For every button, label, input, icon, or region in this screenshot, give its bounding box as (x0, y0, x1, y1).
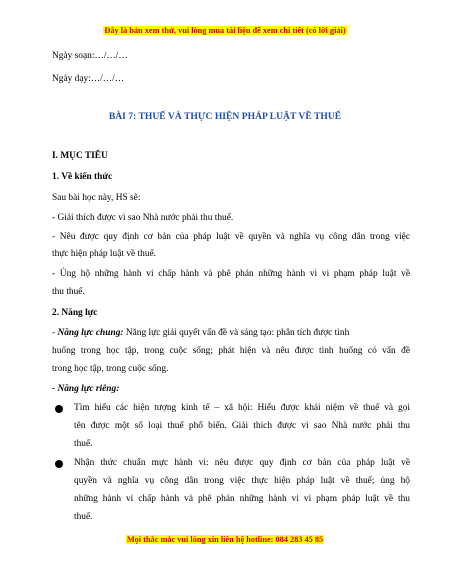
preview-notice-text: Đây là bản xem thử, vui lòng mua tài liệu để xem chi tiết (có lời giải) (104, 26, 346, 35)
lesson-title: BÀI 7: THUẾ VÀ THỰC HIỆN PHÁP LUẬT VỀ THUẾ (108, 111, 342, 122)
specific-item-1-line-1: Tìm hiểu các hiện tượng kinh tế – xã hội: Hiểu được khái niệm về thuế và gọi (74, 403, 410, 413)
bullet-icon (55, 460, 63, 468)
date-prepared: Ngày soạn:…/…/… (52, 51, 128, 61)
general-competence-line-3: trong học tập, trong cuộc sống. (52, 364, 169, 374)
preview-notice-banner (0, 25, 450, 36)
specific-item-2-line-3: những hành vi chấp hành và phê phán những hành vi vi phạm pháp luật về thu (74, 494, 410, 504)
specific-item-1-line-2: tên được một số loại thuế phổ biến. Giải thích được vì sao Nhà nước phải thu (74, 421, 410, 431)
general-competence-line-2: huống trong học tập, trong cuộc sống; phát hiện và nêu được tình huống có vấn đề (52, 346, 410, 356)
hotline-text: Mọi thắc mắc vui lòng xin liên hệ hotline: 084 283 45 85 (126, 535, 324, 544)
specific-competence-label: - Năng lực riêng: (52, 384, 120, 394)
specific-item-2-line-1: Nhận thức chuẩn mực hành vi: nêu được quy định cơ bản của pháp luật về (74, 458, 410, 468)
subheading-competence: 2. Năng lực (52, 308, 98, 318)
specific-item-2-line-4: thuế. (74, 512, 93, 522)
general-competence-text: Năng lực giải quyết vấn đề và sáng tạo: phân tích được tình (123, 328, 350, 338)
general-competence-dash: - (52, 328, 58, 338)
specific-item-1-line-3: thuế. (74, 439, 93, 449)
subheading-knowledge: 1. Về kiến thức (52, 172, 113, 182)
section-heading-objectives: I. MỤC TIÊU (52, 151, 108, 161)
knowledge-item-2-line-2: thực hiện pháp luật về thuế. (52, 249, 157, 259)
knowledge-intro: Sau bài học này, HS sẽ: (52, 193, 141, 203)
general-competence-line-1 (52, 327, 410, 339)
knowledge-item-3-line-1: - Ủng hộ những hành vi chấp hành và phê phán những hành vi vi phạm pháp luật về (52, 269, 410, 279)
date-taught: Ngày dạy:…/…/… (52, 74, 125, 84)
bullet-icon (55, 405, 63, 413)
knowledge-item-2-line-1: - Nêu được quy định cơ bản của pháp luật về quyền và nghĩa vụ công dân trong việc (52, 232, 410, 242)
knowledge-item-1: - Giải thích được vì sao Nhà nước phải thu thuế. (52, 213, 234, 223)
specific-item-2-line-2: quyền và nghĩa vụ công dân trong việc thực hiện pháp luật về thuế; ủng hộ (74, 476, 410, 486)
general-competence-label: Năng lực chung: (57, 328, 124, 338)
knowledge-item-3-line-2: thu thuế. (52, 287, 85, 297)
hotline-banner (0, 534, 450, 545)
